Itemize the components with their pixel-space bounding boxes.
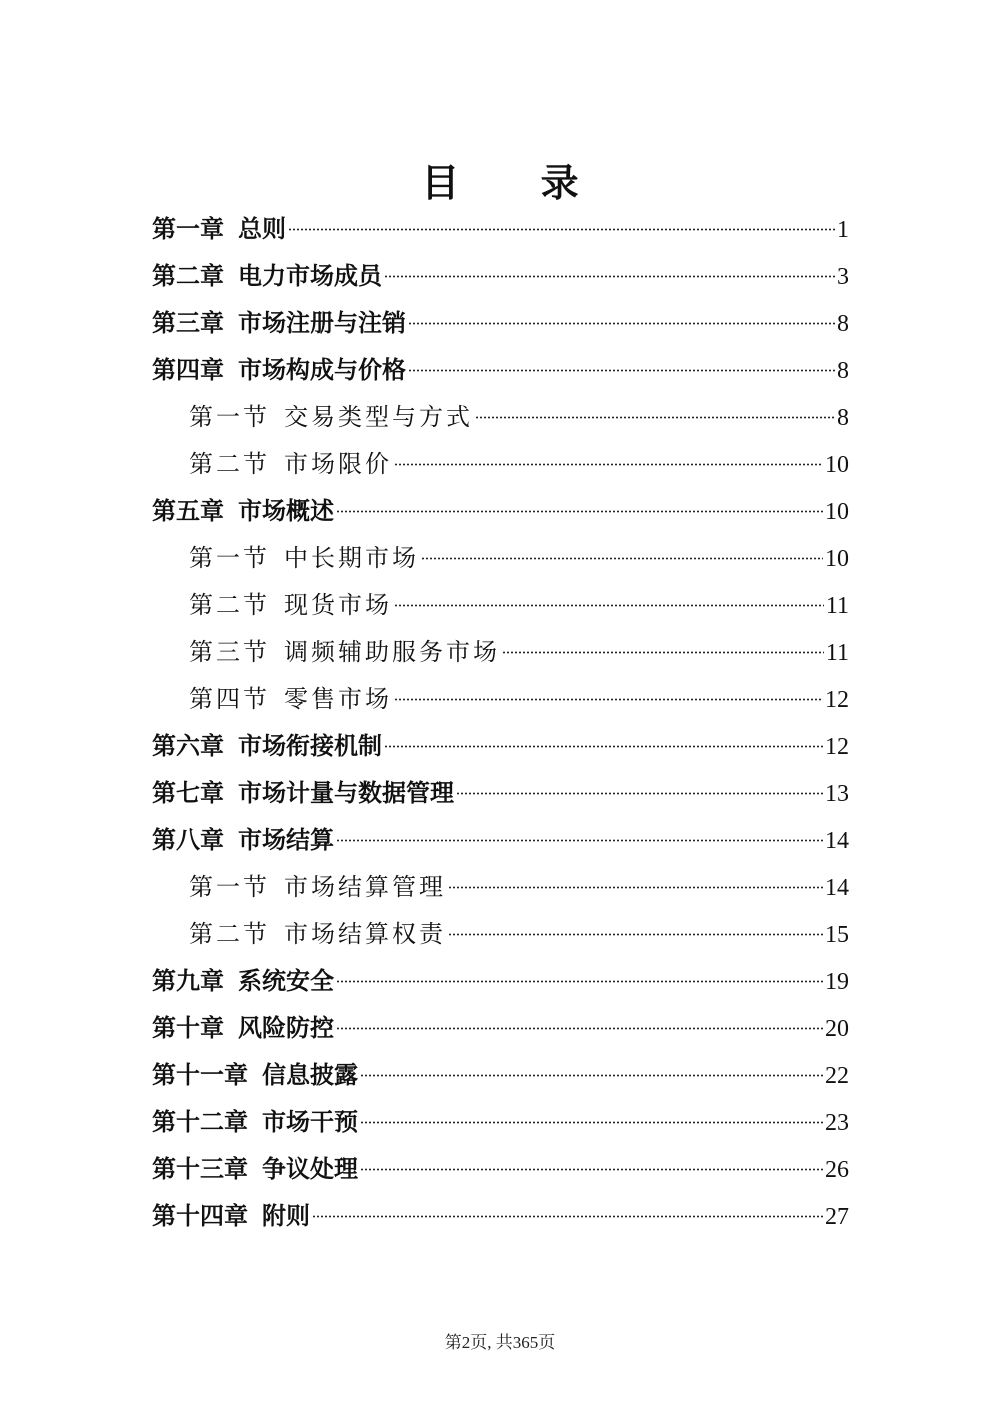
toc-entry[interactable]: [152, 629, 849, 676]
dot-leader: [384, 275, 835, 278]
toc-entry[interactable]: [152, 1099, 849, 1146]
toc-entry-title: 零售市场: [284, 685, 392, 713]
toc-entry[interactable]: [152, 394, 849, 441]
toc-entry-title: 市场结算权责: [284, 920, 446, 948]
toc-entry-page: 15: [825, 922, 849, 948]
toc-entry-page: 26: [825, 1157, 849, 1183]
toc-entry-title: 交易类型与方式: [284, 403, 473, 431]
dot-leader: [360, 1074, 823, 1077]
toc-entry[interactable]: [152, 911, 849, 958]
toc-entry-number: 第一节: [189, 873, 270, 901]
toc-entry-title: 市场干预: [262, 1108, 358, 1136]
toc-entry-number: 第四章: [152, 356, 224, 384]
toc-entry-page: 19: [825, 969, 849, 995]
toc-entry[interactable]: [152, 441, 849, 488]
toc-entry-number: 第九章: [152, 967, 224, 995]
toc-entry[interactable]: [152, 253, 849, 300]
toc-entry-page: 3: [837, 264, 849, 290]
dot-leader: [336, 1027, 823, 1030]
toc-entry-page: 1: [837, 217, 849, 243]
toc-entry-page: 23: [825, 1110, 849, 1136]
toc-entry-page: 10: [825, 546, 849, 572]
toc-entry-page: 11: [825, 640, 849, 666]
toc-entry-number: 第八章: [152, 826, 224, 854]
toc-entry-title: 中长期市场: [284, 544, 419, 572]
toc-entry-title: 总则: [238, 215, 286, 243]
toc-entry-page: 11: [825, 593, 849, 619]
toc-entry[interactable]: [152, 1005, 849, 1052]
toc-entry[interactable]: [152, 864, 849, 911]
toc-entry-title: 市场构成与价格: [238, 356, 406, 384]
dot-leader: [312, 1215, 823, 1218]
toc-entry[interactable]: [152, 206, 849, 253]
toc-entry-number: 第三章: [152, 309, 224, 337]
toc-entry[interactable]: [152, 817, 849, 864]
toc-entry-page: 10: [825, 452, 849, 478]
toc-entry[interactable]: [152, 958, 849, 1005]
toc-entry-number: 第十章: [152, 1014, 224, 1042]
toc-entry-number: 第一节: [189, 544, 270, 572]
dot-leader: [336, 980, 823, 983]
toc-entry-title: 市场结算: [238, 826, 334, 854]
toc-entry-title: 争议处理: [262, 1155, 358, 1183]
toc-entry-title: 市场计量与数据管理: [238, 779, 454, 807]
toc-entry-title: 附则: [262, 1202, 310, 1230]
page-title: 目 录: [421, 161, 613, 206]
toc-entry-page: 12: [825, 734, 849, 760]
page-footer: 第2页, 共365页: [444, 1333, 556, 1352]
toc-entry[interactable]: [152, 676, 849, 723]
toc-entry-number: 第二章: [152, 262, 224, 290]
toc-entry-number: 第六章: [152, 732, 224, 760]
toc-entry[interactable]: [152, 488, 849, 535]
toc-entry-page: 8: [837, 311, 849, 337]
toc-entry-title: 市场衔接机制: [238, 732, 382, 760]
dot-leader: [360, 1121, 823, 1124]
toc-entry-number: 第十三章: [152, 1155, 248, 1183]
toc-entry-number: 第二节: [189, 920, 270, 948]
dot-leader: [448, 886, 823, 889]
dot-leader: [408, 369, 835, 372]
toc-entry[interactable]: [152, 723, 849, 770]
toc-entry-title: 市场结算管理: [284, 873, 446, 901]
toc-entry-page: 12: [825, 687, 849, 713]
toc-entry[interactable]: [152, 300, 849, 347]
table-of-contents: [152, 206, 849, 1240]
toc-entry-number: 第三节: [189, 638, 270, 666]
toc-entry-page: 8: [837, 358, 849, 384]
toc-entry-title: 信息披露: [262, 1061, 358, 1089]
toc-entry-number: 第十四章: [152, 1202, 248, 1230]
toc-entry-number: 第五章: [152, 497, 224, 525]
toc-entry-title: 电力市场成员: [238, 262, 382, 290]
dot-leader: [408, 322, 835, 325]
toc-entry-number: 第一章: [152, 215, 224, 243]
dot-leader: [448, 933, 823, 936]
toc-entry-number: 第二节: [189, 450, 270, 478]
toc-entry[interactable]: [152, 1146, 849, 1193]
toc-entry-number: 第十二章: [152, 1108, 248, 1136]
toc-entry[interactable]: [152, 582, 849, 629]
toc-entry-page: 14: [825, 875, 849, 901]
toc-entry-page: 20: [825, 1016, 849, 1042]
toc-entry-number: 第四节: [189, 685, 270, 713]
toc-entry[interactable]: [152, 347, 849, 394]
toc-entry-page: 13: [825, 781, 849, 807]
toc-entry-title: 市场注册与注销: [238, 309, 406, 337]
toc-entry-page: 14: [825, 828, 849, 854]
toc-entry-title: 调频辅助服务市场: [284, 638, 500, 666]
dot-leader: [394, 604, 824, 607]
toc-entry-title: 系统安全: [238, 967, 334, 995]
toc-entry[interactable]: [152, 1052, 849, 1099]
toc-entry-title: 市场概述: [238, 497, 334, 525]
toc-entry-number: 第七章: [152, 779, 224, 807]
dot-leader: [394, 463, 823, 466]
dot-leader: [475, 416, 835, 419]
toc-entry-title: 风险防控: [238, 1014, 334, 1042]
toc-entry-title: 现货市场: [284, 591, 392, 619]
toc-entry-number: 第十一章: [152, 1061, 248, 1089]
toc-entry-page: 10: [825, 499, 849, 525]
dot-leader: [288, 228, 835, 231]
toc-entry[interactable]: [152, 1193, 849, 1240]
toc-entry-page: 27: [825, 1204, 849, 1230]
toc-entry-number: 第一节: [189, 403, 270, 431]
dot-leader: [502, 651, 824, 654]
toc-entry-title: 市场限价: [284, 450, 392, 478]
toc-entry-page: 8: [837, 405, 849, 431]
dot-leader: [456, 792, 823, 795]
toc-entry-number: 第二节: [189, 591, 270, 619]
dot-leader: [421, 557, 823, 560]
dot-leader: [336, 510, 823, 513]
toc-entry-page: 22: [825, 1063, 849, 1089]
dot-leader: [394, 698, 823, 701]
dot-leader: [360, 1168, 823, 1171]
toc-entry[interactable]: [152, 535, 849, 582]
dot-leader: [384, 745, 823, 748]
dot-leader: [336, 839, 823, 842]
toc-entry[interactable]: [152, 770, 849, 817]
